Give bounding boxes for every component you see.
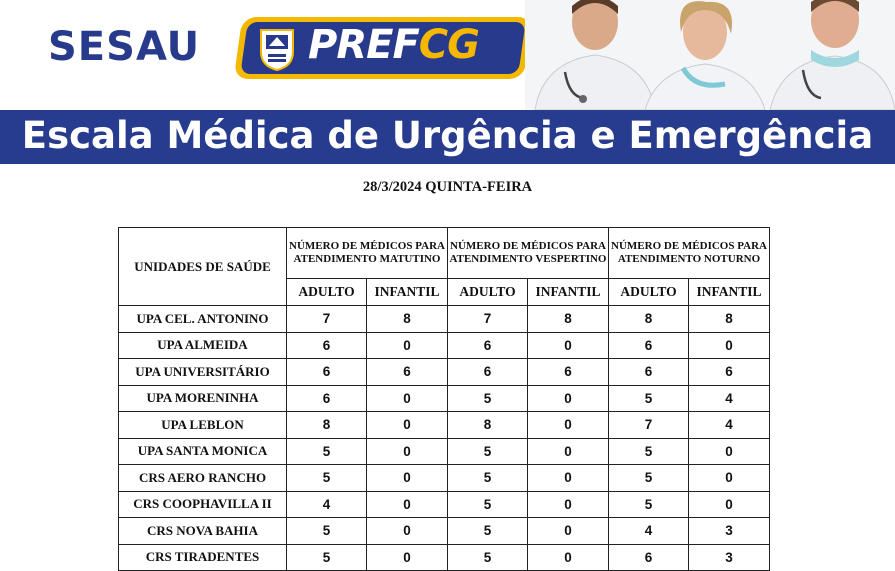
adult-count-cell: 4 (609, 518, 689, 545)
adult-count-cell: 7 (448, 306, 528, 333)
prefcg-logo-text (308, 22, 479, 68)
table-row (119, 412, 770, 439)
child-count-cell: 0 (367, 412, 448, 439)
group-header-night: NÚMERO DE MÉDICOS PARA ATENDIMENTO NOTURNO (609, 228, 770, 279)
table-row (119, 491, 770, 518)
unit-name-cell: UPA SANTA MONICA (119, 438, 287, 465)
adult-count-cell: 5 (448, 491, 528, 518)
child-count-cell: 0 (528, 412, 609, 439)
unit-name-cell: CRS AERO RANCHO (119, 465, 287, 492)
child-count-cell: 0 (367, 544, 448, 571)
adult-count-cell: 5 (609, 491, 689, 518)
adult-header: ADULTO (287, 279, 367, 306)
adult-count-cell: 8 (448, 412, 528, 439)
child-count-cell: 0 (367, 465, 448, 492)
child-count-cell: 0 (367, 332, 448, 359)
page-title: Escala Médica de Urgência e Emergência (21, 114, 874, 157)
adult-count-cell: 8 (609, 306, 689, 333)
child-count-cell: 3 (689, 544, 770, 571)
child-count-cell: 0 (367, 438, 448, 465)
adult-count-cell: 5 (287, 544, 367, 571)
child-count-cell: 8 (367, 306, 448, 333)
child-count-cell: 0 (689, 465, 770, 492)
adult-count-cell: 6 (287, 385, 367, 412)
child-count-cell: 3 (689, 518, 770, 545)
adult-count-cell: 5 (609, 465, 689, 492)
child-count-cell: 6 (528, 359, 609, 386)
child-count-cell: 4 (689, 412, 770, 439)
child-count-cell: 0 (689, 438, 770, 465)
adult-count-cell: 5 (448, 544, 528, 571)
child-count-cell: 0 (528, 438, 609, 465)
adult-count-cell: 5 (448, 465, 528, 492)
adult-count-cell: 5 (287, 465, 367, 492)
table-header-row (119, 228, 770, 279)
group-header-morning: NÚMERO DE MÉDICOS PARA ATENDIMENTO MATUTINO (287, 228, 448, 279)
child-count-cell: 0 (689, 491, 770, 518)
adult-count-cell: 6 (609, 359, 689, 386)
child-count-cell: 0 (367, 385, 448, 412)
child-count-cell: 8 (689, 306, 770, 333)
unit-name-cell: UPA UNIVERSITÁRIO (119, 359, 287, 386)
adult-count-cell: 5 (448, 518, 528, 545)
adult-count-cell: 6 (448, 359, 528, 386)
adult-count-cell: 6 (609, 332, 689, 359)
schedule-table-body (119, 306, 770, 571)
table-row (119, 385, 770, 412)
adult-header: ADULTO (448, 279, 528, 306)
child-count-cell: 4 (689, 385, 770, 412)
adult-count-cell: 5 (287, 438, 367, 465)
prefcg-logo-main: PREF (308, 22, 419, 68)
adult-count-cell: 5 (448, 438, 528, 465)
adult-count-cell: 6 (609, 544, 689, 571)
unit-name-cell: CRS TIRADENTES (119, 544, 287, 571)
table-row (119, 332, 770, 359)
adult-count-cell: 7 (287, 306, 367, 333)
unit-name-cell: UPA MORENINHA (119, 385, 287, 412)
child-count-cell: 0 (528, 465, 609, 492)
child-count-cell: 0 (528, 332, 609, 359)
schedule-table (118, 227, 770, 571)
child-count-cell: 6 (367, 359, 448, 386)
adult-count-cell: 6 (287, 359, 367, 386)
adult-header: ADULTO (609, 279, 689, 306)
schedule-date: 28/3/2024 QUINTA-FEIRA (362, 179, 533, 195)
unit-name-cell: CRS COOPHAVILLA II (119, 491, 287, 518)
unit-name-cell: UPA ALMEIDA (119, 332, 287, 359)
table-row (119, 306, 770, 333)
child-header: INFANTIL (367, 279, 448, 306)
unit-name-cell: CRS NOVA BAHIA (119, 518, 287, 545)
child-count-cell: 6 (689, 359, 770, 386)
child-count-cell: 0 (528, 491, 609, 518)
city-crest-icon (257, 24, 297, 72)
prefcg-logo-accent: CG (418, 22, 479, 68)
child-count-cell: 0 (528, 544, 609, 571)
child-count-cell: 0 (689, 332, 770, 359)
unit-name-cell: UPA LEBLON (119, 412, 287, 439)
sesau-logo: SESAU (48, 24, 201, 70)
units-header: UNIDADES DE SAÚDE (119, 228, 287, 306)
adult-count-cell: 8 (287, 412, 367, 439)
table-row (119, 438, 770, 465)
adult-count-cell: 5 (287, 518, 367, 545)
group-header-afternoon: NÚMERO DE MÉDICOS PARA ATENDIMENTO VESPERTINO (448, 228, 609, 279)
child-count-cell: 0 (367, 518, 448, 545)
child-header: INFANTIL (528, 279, 609, 306)
unit-name-cell: UPA CEL. ANTONINO (119, 306, 287, 333)
table-row (119, 518, 770, 545)
adult-count-cell: 6 (287, 332, 367, 359)
adult-count-cell: 5 (609, 438, 689, 465)
adult-count-cell: 4 (287, 491, 367, 518)
child-header: INFANTIL (689, 279, 770, 306)
child-count-cell: 0 (528, 518, 609, 545)
table-row (119, 544, 770, 571)
adult-count-cell: 5 (448, 385, 528, 412)
table-row (119, 359, 770, 386)
header (0, 0, 895, 110)
adult-count-cell: 6 (448, 332, 528, 359)
adult-count-cell: 7 (609, 412, 689, 439)
child-count-cell: 0 (367, 491, 448, 518)
child-count-cell: 0 (528, 385, 609, 412)
table-row (119, 465, 770, 492)
child-count-cell: 8 (528, 306, 609, 333)
doctors-photo (525, 0, 895, 110)
adult-count-cell: 5 (609, 385, 689, 412)
